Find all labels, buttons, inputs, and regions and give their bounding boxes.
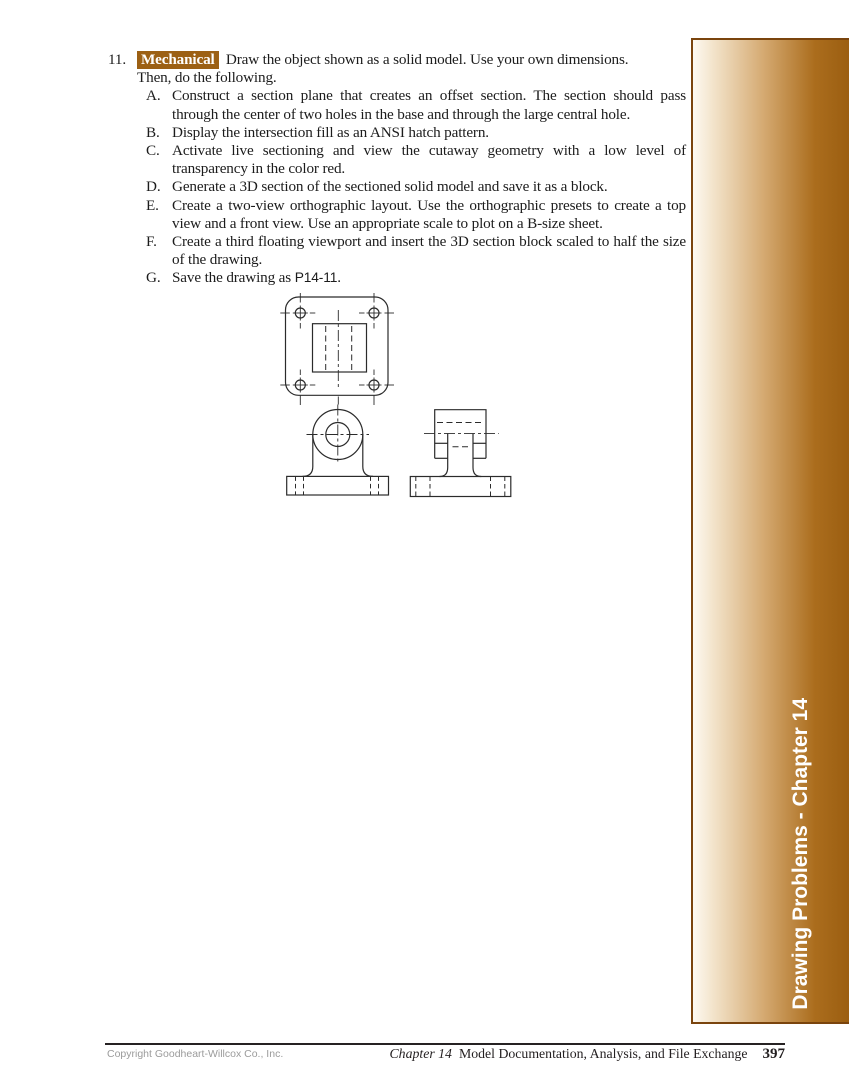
base-outline [287,476,389,495]
item-text: Construct a section plane that creates an offset section. The section should pass through the center of two holes in the base and through the large central hole. [172,87,686,123]
front-view [287,405,389,496]
item-letter: C. [146,142,160,160]
problem-intro [137,51,686,87]
chapter-sidebar [691,38,849,1024]
pedestal-left-side [303,435,313,477]
top-view [280,293,394,405]
problem-number: 11. [108,51,126,68]
item-text: Save the drawing as P14-11. [172,269,341,287]
base-outline [410,477,511,497]
bolt-hole-bottom-right [359,370,394,406]
problem-intro-text: Draw the object shown as a solid model. Use your own dimensions. [225,51,629,68]
footer-chapter-line [0,1046,785,1063]
pedestal-right-side [363,435,373,477]
category-badge: Mechanical [137,51,219,69]
orthographic-views-figure [270,290,530,505]
item-letter: A. [146,87,161,105]
item-letter: D. [146,178,161,196]
page-number: 397 [762,1046,785,1062]
drawing-filename: P14-11 [294,270,338,286]
item-letter: E. [146,196,159,214]
item-letter: G. [146,269,161,287]
list-item [146,124,688,142]
stem-right-side [473,434,481,477]
chapter-label: Chapter 14 [389,1046,452,1061]
item-letter: F. [146,233,157,251]
problem-intro-row [108,51,688,87]
footer-rule [105,1043,785,1045]
list-item [146,87,688,123]
sidebar-vertical-label: Drawing Problems - Chapter 14 [789,698,812,1010]
item-letter: B. [146,123,160,141]
item-text: Generate a 3D section of the sectioned solid model and save it as a block. [172,178,608,196]
list-item [146,269,688,287]
problem-intro-line2: Then, do the following. [137,69,277,87]
boss-block-outline [435,410,486,459]
item-text: Create a two-view orthographic layout. Use the orthographic presets to create a top view and a front view. Use an appropriate scale to plot on a B-size sheet. [172,196,686,232]
side-view [410,410,511,497]
list-item [146,197,688,233]
item-text: Display the intersection fill as an ANSI hatch pattern. [172,123,489,141]
problem-task-list [146,87,688,287]
item-text: Activate live sectioning and view the cutaway geometry with a low level of transparency in the color red. [172,142,686,178]
problem-11-block [108,51,688,288]
list-item [146,178,688,196]
stem-left-side [440,434,448,477]
chapter-title: Model Documentation, Analysis, and File Exchange [458,1046,748,1061]
item-text: Create a third floating viewport and insert the 3D section block scaled to half the size of the drawing. [172,233,686,269]
central-boss-outline [313,324,367,372]
list-item [146,233,688,269]
copyright-text: Copyright Goodheart-Willcox Co., Inc. [107,1048,284,1060]
list-item [146,142,688,178]
